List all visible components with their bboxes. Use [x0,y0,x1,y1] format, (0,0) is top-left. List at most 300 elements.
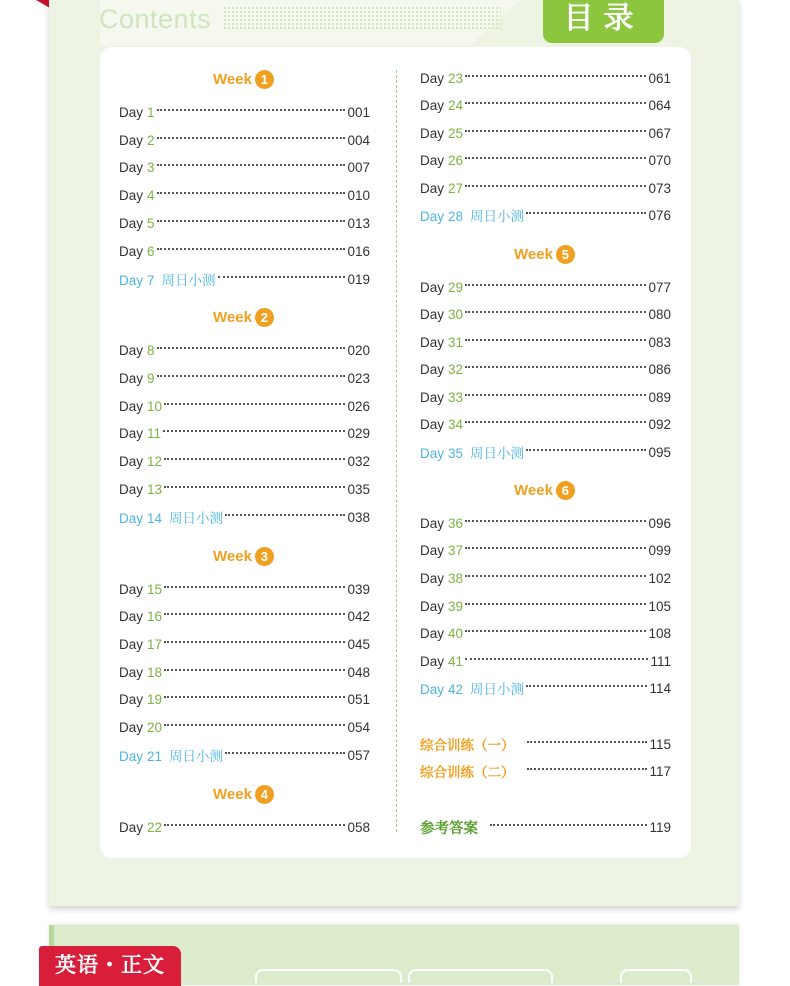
dot-leader [164,696,345,698]
toc-entry[interactable] [119,186,370,204]
page-number: 038 [347,509,370,525]
page-number: 039 [347,581,370,597]
toc-entry-label [420,516,463,531]
entry-title: 综合训练（一） [420,738,515,753]
day-number: 11 [147,425,162,441]
day-number: 1 [147,104,155,120]
next-page-pill-3 [620,969,692,983]
toc-entry[interactable] [420,679,671,697]
day-number: 36 [448,515,464,531]
toc-entry[interactable] [119,508,370,526]
week-label: Week [514,482,553,499]
day-number: 31 [448,334,464,350]
dot-leader [526,449,646,451]
day-word: Day [420,653,445,669]
next-page-pill-1 [255,969,402,983]
day-word: Day [420,446,445,461]
page-number: 080 [648,306,671,322]
toc-entry-label [420,626,463,641]
dot-leader [526,685,647,687]
day-word: Day [119,664,144,680]
dot-leader [164,403,345,405]
toc-entry[interactable] [420,360,671,378]
toc-entry-label [420,734,515,754]
contents-heading: Contents [99,4,212,34]
day-number: 25 [448,125,464,141]
page-number: 035 [347,481,370,497]
dot-leader [465,185,646,187]
day-word: Day [119,342,144,358]
toc-entry-label [119,454,162,469]
day-word: Day [119,425,144,441]
toc-entry[interactable] [119,214,370,232]
dot-leader [164,824,345,826]
toc-entry[interactable] [420,388,671,406]
dot-leader [164,458,345,460]
toc-entry[interactable] [420,124,671,142]
page-number: 064 [648,97,671,113]
toc-entry[interactable] [119,131,370,149]
page-number: 042 [347,608,370,624]
entry-title: 周日小测 [470,446,525,461]
dot-leader [465,394,646,396]
toc-entry[interactable] [119,341,370,359]
toc-entry[interactable] [420,151,671,169]
toc-entry-label [119,343,155,358]
day-word: Day [119,187,144,203]
toc-entry-label [420,98,463,113]
toc-entry-label [119,188,155,203]
toc-entry-label [119,609,162,624]
toc-entry-label [119,371,155,386]
day-number: 6 [147,243,155,259]
dot-leader [526,212,646,214]
day-word: Day [119,691,144,707]
day-number: 28 [448,209,464,224]
next-page-pill-2 [408,969,553,983]
week-heading [514,245,575,264]
toc-entry[interactable] [119,818,370,836]
page-number: 004 [347,132,370,148]
page-number: 001 [347,104,370,120]
day-number: 14 [147,511,163,526]
page-number: 115 [649,736,671,752]
day-number: 17 [147,636,163,652]
dot-leader [157,164,346,166]
day-number: 19 [147,691,163,707]
page-number: 058 [347,819,370,835]
page-number: 099 [648,542,671,558]
toc-entry-label [119,216,155,231]
day-word: Day [119,243,144,259]
day-number: 40 [448,625,464,641]
entry-title: 周日小测 [470,209,525,224]
day-number: 24 [448,97,464,113]
toc-entry[interactable] [420,514,671,532]
toc-entry[interactable] [420,541,671,559]
day-number: 3 [147,159,155,175]
day-number: 4 [147,187,155,203]
day-number: 18 [147,664,163,680]
toc-entry-label [119,820,162,835]
dot-leader [157,137,346,139]
toc-entry[interactable] [119,718,370,736]
day-number: 42 [448,682,464,697]
toc-entry[interactable] [119,580,370,598]
day-number: 5 [147,215,155,231]
page-number: 111 [650,653,671,669]
toc-entry-label [119,745,223,765]
day-number: 15 [147,581,163,597]
dot-leader [527,768,648,770]
day-word: Day [420,682,445,697]
page-number: 070 [648,152,671,168]
page-number: 119 [649,819,671,835]
entry-title: 周日小测 [161,273,216,288]
week-label: Week [213,786,252,803]
toc-entry-label [420,571,463,586]
day-number: 22 [147,819,163,835]
entry-title: 周日小测 [169,511,224,526]
page-number: 029 [347,425,370,441]
day-word: Day [420,152,445,168]
toc-entry-label [119,399,162,414]
entry-title: 参考答案 [420,820,478,837]
page-number: 016 [347,243,370,259]
toc-entry[interactable] [119,369,370,387]
dot-leader [465,284,646,286]
dot-leader [164,641,345,643]
week-heading [514,481,575,500]
day-word: Day [119,819,144,835]
dot-leader [465,130,646,132]
toc-entry[interactable] [420,278,671,296]
dot-leader [164,586,345,588]
toc-entry-label [420,442,524,462]
toc-entry-label [119,720,162,735]
day-number: 30 [448,306,464,322]
week-number-badge: 1 [255,70,274,89]
day-number: 35 [448,446,464,461]
day-number: 26 [448,152,464,168]
page-number: 051 [347,691,370,707]
day-word: Day [119,481,144,497]
toc-entry[interactable] [420,735,671,753]
toc-entry[interactable] [119,452,370,470]
day-word: Day [119,719,144,735]
page-number: 102 [648,570,671,586]
toc-entry[interactable] [420,96,671,114]
week-label: Week [514,246,553,263]
day-word: Day [420,625,445,641]
toc-entry[interactable] [420,569,671,587]
page-number: 092 [648,416,671,432]
day-word: Day [420,70,445,86]
toc-entry[interactable] [119,746,370,764]
day-number: 23 [448,70,464,86]
week-heading [213,308,274,327]
day-word: Day [119,370,144,386]
section-tag: 英语・正文 [39,946,181,986]
toc-entry-label [119,637,162,652]
dot-leader [225,514,345,516]
toc-entry[interactable] [119,663,370,681]
day-word: Day [420,598,445,614]
dot-leader [465,339,646,341]
toc-entry-label [420,390,463,405]
day-word: Day [420,416,445,432]
toc-entry-label [119,244,155,259]
toc-entry-label [119,133,155,148]
toc-entry-label [420,181,463,196]
dot-leader [465,547,646,549]
page-number: 105 [648,598,671,614]
day-number: 37 [448,542,464,558]
page-number: 096 [648,515,671,531]
toc-entry-label [119,426,161,441]
page-number: 061 [648,70,671,86]
column-divider [396,70,397,832]
day-word: Day [420,209,445,224]
entry-title: 综合训练（二） [420,765,515,780]
week-heading [213,785,274,804]
page-number: 067 [648,125,671,141]
toc-entry[interactable] [119,158,370,176]
week-label: Week [213,548,252,565]
day-word: Day [420,125,445,141]
day-word: Day [119,132,144,148]
toc-entry[interactable] [420,818,671,836]
day-word: Day [119,104,144,120]
day-word: Day [119,581,144,597]
page-number: 020 [347,342,370,358]
toc-entry[interactable] [420,624,671,642]
dot-leader [465,520,646,522]
day-word: Day [119,608,144,624]
day-word: Day [420,361,445,377]
day-word: Day [420,542,445,558]
day-number: 33 [448,389,464,405]
toc-entry-label [420,71,463,86]
day-number: 9 [147,370,155,386]
dot-leader [164,613,345,615]
day-word: Day [119,511,144,526]
dot-leader [157,375,346,377]
day-word: Day [119,273,144,288]
dot-leader [465,603,646,605]
day-number: 16 [147,608,163,624]
day-word: Day [420,334,445,350]
day-word: Day [420,515,445,531]
toc-entry[interactable] [420,443,671,461]
page-number: 026 [347,398,370,414]
toc-entry-label [420,205,524,225]
toc-entry[interactable] [119,480,370,498]
day-number: 32 [448,361,464,377]
toc-entry-label [119,582,162,597]
toc-entry[interactable] [119,397,370,415]
mulu-tab: 目录 [543,0,664,43]
entry-title: 周日小测 [169,749,224,764]
dot-leader [490,824,647,826]
toc-entry[interactable] [420,762,671,780]
toc-entry-label [420,126,463,141]
toc-entry[interactable] [420,333,671,351]
entry-title: 周日小测 [470,682,525,697]
week-number-badge: 4 [255,785,274,804]
toc-entry-label [420,678,524,698]
week-number-badge: 5 [556,245,575,264]
week-number-badge: 6 [556,481,575,500]
toc-entry-label [420,335,463,350]
toc-entry[interactable] [420,652,671,670]
page-number: 019 [347,271,370,287]
dot-leader [164,669,345,671]
day-number: 20 [147,719,163,735]
week-number-badge: 2 [255,308,274,327]
day-word: Day [420,279,445,295]
day-number: 8 [147,342,155,358]
day-number: 39 [448,598,464,614]
week-number-badge: 3 [255,547,274,566]
dot-leader [465,311,646,313]
day-number: 38 [448,570,464,586]
toc-entry-label [420,761,515,781]
page-number: 073 [648,180,671,196]
day-number: 21 [147,749,163,764]
dot-leader [157,192,346,194]
day-word: Day [420,97,445,113]
page-number: 045 [347,636,370,652]
toc-entry-label [119,105,155,120]
toc-entry-label [420,362,463,377]
day-word: Day [420,180,445,196]
page-number: 057 [347,747,370,763]
toc-entry[interactable] [119,607,370,625]
dot-leader [163,430,345,432]
dot-leader [465,658,648,660]
dot-leader [164,724,345,726]
dot-leader [527,741,648,743]
toc-entry-label [420,307,463,322]
day-number: 27 [448,180,464,196]
dot-leader [218,276,346,278]
page-number: 076 [648,207,671,223]
page-number: 114 [649,680,671,696]
week-heading [213,70,274,89]
dot-leader [465,102,646,104]
dot-leader [465,630,646,632]
toc-entry-label [119,482,162,497]
day-number: 13 [147,481,163,497]
day-word: Day [119,453,144,469]
toc-entry-label [119,692,162,707]
toc-entry-label [420,817,478,838]
week-label: Week [213,71,252,88]
toc-entry-label [119,269,216,289]
page-number: 054 [347,719,370,735]
toc-entry-label [420,153,463,168]
toc-entry[interactable] [420,179,671,197]
toc-entry-label [420,654,463,669]
dot-leader [465,157,646,159]
dot-leader [157,220,346,222]
day-word: Day [420,306,445,322]
day-number: 7 [147,273,155,288]
toc-entry[interactable] [420,69,671,87]
day-word: Day [420,570,445,586]
day-number: 2 [147,132,155,148]
toc-entry[interactable] [119,690,370,708]
toc-entry-label [119,665,162,680]
page-number: 010 [347,187,370,203]
dot-leader [465,421,646,423]
dot-leader [157,248,346,250]
page-number: 083 [648,334,671,350]
day-number: 41 [448,653,464,669]
dot-leader [157,347,346,349]
dot-leader [164,486,345,488]
dot-leader [465,75,646,77]
toc-entry-label [119,160,155,175]
day-number: 29 [448,279,464,295]
red-corner-ribbon [36,0,50,8]
page-number: 007 [347,159,370,175]
day-number: 12 [147,453,163,469]
week-heading [213,547,274,566]
day-word: Day [119,636,144,652]
dot-leader [465,366,646,368]
page-number: 013 [347,215,370,231]
page-number: 095 [648,444,671,460]
toc-entry-label [420,543,463,558]
page-number: 117 [649,763,671,779]
page-number: 089 [648,389,671,405]
toc-entry[interactable] [119,242,370,260]
day-number: 34 [448,416,464,432]
toc-entry[interactable] [119,424,370,442]
toc-entry[interactable] [119,635,370,653]
page-number: 023 [347,370,370,386]
day-word: Day [420,389,445,405]
header-dot-pattern [223,6,501,30]
day-word: Day [119,215,144,231]
dot-leader [225,752,345,754]
toc-entry[interactable] [420,206,671,224]
toc-entry[interactable] [119,270,370,288]
toc-entry[interactable] [420,597,671,615]
week-label: Week [213,309,252,326]
toc-entry[interactable] [119,103,370,121]
toc-entry[interactable] [420,305,671,323]
toc-entry-label [420,280,463,295]
toc-entry-label [420,599,463,614]
dot-leader [465,575,646,577]
day-word: Day [119,159,144,175]
toc-entry-label [119,507,223,527]
day-number: 10 [147,398,163,414]
page-number: 077 [648,279,671,295]
page-number: 048 [347,664,370,680]
page-number: 108 [648,625,671,641]
dot-leader [157,109,346,111]
toc-entry[interactable] [420,415,671,433]
page-number: 032 [347,453,370,469]
day-word: Day [119,398,144,414]
toc-entry-label [420,417,463,432]
day-word: Day [119,749,144,764]
page-number: 086 [648,361,671,377]
